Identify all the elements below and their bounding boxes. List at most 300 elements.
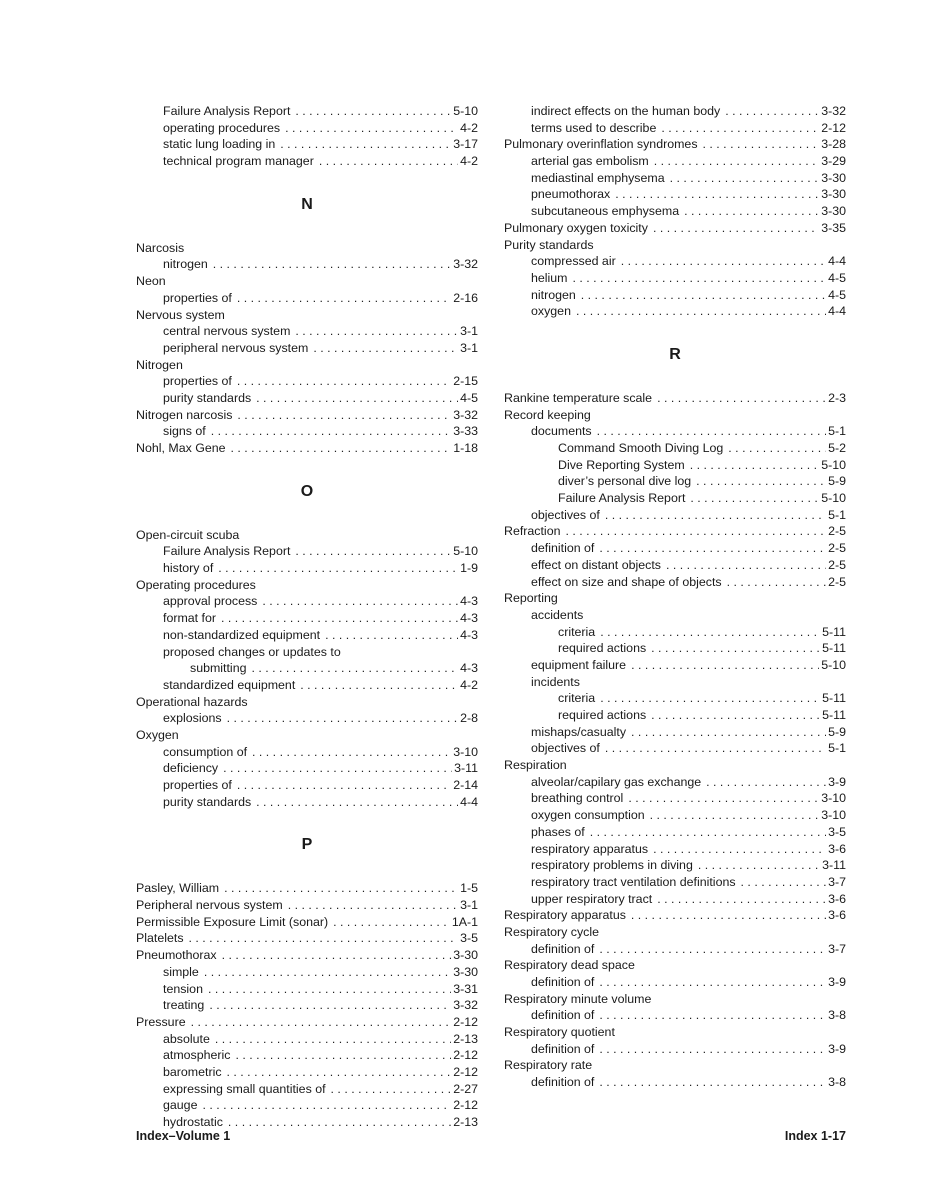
entry-label: objectives of — [531, 507, 600, 522]
index-entry — [504, 907, 846, 924]
entry-page-ref: 5-1 — [828, 507, 846, 522]
entry-page-ref: 5-9 — [828, 724, 846, 739]
index-entry — [136, 290, 478, 307]
index-entry — [136, 543, 478, 560]
dot-leader — [600, 624, 820, 641]
entry-label: properties of — [163, 778, 232, 792]
dot-leader — [331, 1081, 452, 1098]
entry-page-ref: 3-32 — [821, 104, 846, 118]
index-entry — [136, 357, 478, 374]
dot-leader — [252, 744, 451, 761]
dot-leader — [202, 1097, 451, 1114]
entry-page-ref: 3-32 — [453, 998, 478, 1013]
entry-label: atmospheric — [163, 1048, 231, 1063]
entry-page-ref: 3-29 — [821, 154, 846, 169]
index-entry — [136, 644, 478, 661]
entry-page-ref: 3-5 — [828, 824, 846, 839]
index-entry — [136, 930, 478, 947]
entry-label: non-standardized equipment — [163, 627, 321, 642]
entry-label: Permissible Exposure Limit (sonar) — [136, 914, 329, 929]
dot-leader — [653, 841, 826, 858]
entry-label: nitrogen — [531, 287, 576, 302]
index-entry — [136, 273, 478, 290]
entry-label: treating — [163, 998, 205, 1013]
entry-page-ref: 2-13 — [453, 1031, 478, 1046]
index-entry — [136, 760, 478, 777]
index-entry — [136, 120, 478, 137]
index-entry — [504, 807, 846, 824]
entry-page-ref: 2-12 — [453, 1098, 478, 1113]
entry-page-ref: 3-28 — [821, 137, 846, 152]
entry-label: Platelets — [136, 931, 184, 946]
entry-label: static lung loading in — [163, 137, 276, 152]
entry-page-ref: 5-9 — [828, 474, 846, 489]
index-entry — [136, 794, 478, 811]
entry-label: expressing small quantities of — [163, 1081, 326, 1096]
entry-label: Respiratory minute volume — [504, 991, 652, 1006]
entry-page-ref: 4-3 — [460, 611, 478, 626]
index-entry — [504, 457, 846, 474]
entry-label: required actions — [558, 708, 647, 722]
entry-page-ref: 2-3 — [828, 390, 846, 405]
entry-page-ref: 2-5 — [828, 574, 846, 589]
entry-label: subcutaneous emphysema — [531, 204, 680, 219]
entry-label: compressed air — [531, 254, 616, 269]
entry-label: Peripheral nervous system — [136, 898, 283, 913]
entry-page-ref: 4-2 — [460, 677, 478, 692]
dot-leader — [222, 947, 452, 964]
entry-label: Pneumothorax — [136, 948, 217, 963]
index-entry — [504, 824, 846, 841]
index-entry — [504, 407, 846, 424]
dot-leader — [224, 880, 458, 897]
entry-page-ref: 4-5 — [460, 390, 478, 405]
index-entry — [504, 740, 846, 757]
dot-leader — [237, 407, 451, 424]
index-entry — [504, 957, 846, 974]
index-entry — [136, 423, 478, 440]
index-entry — [136, 407, 478, 424]
entry-page-ref: 3-11 — [454, 761, 478, 776]
entry-page-ref: 3-6 — [828, 891, 846, 906]
entry-label: equipment failure — [531, 657, 627, 672]
entry-label: approval process — [163, 594, 258, 609]
dot-leader — [215, 1031, 451, 1048]
entry-page-ref: 1-18 — [453, 441, 478, 455]
dot-leader — [725, 103, 819, 120]
entry-page-ref: 3-9 — [828, 774, 846, 789]
index-entry — [136, 947, 478, 964]
entry-page-ref: 3-1 — [460, 898, 478, 913]
dot-leader — [599, 1074, 826, 1091]
entry-label: criteria — [558, 624, 596, 639]
entry-page-ref: 4-3 — [460, 661, 478, 676]
entry-label: criteria — [558, 691, 596, 706]
dot-leader — [333, 914, 450, 931]
index-entry — [504, 220, 846, 237]
entry-label: consumption of — [163, 744, 248, 759]
entry-page-ref: 3-5 — [460, 931, 478, 946]
entry-page-ref: 3-9 — [828, 1041, 846, 1056]
dot-leader — [666, 557, 826, 574]
entry-page-ref: 1-9 — [460, 561, 478, 576]
entry-label: respiratory apparatus — [531, 841, 649, 856]
entry-label: upper respiratory tract — [531, 891, 653, 906]
dot-leader — [654, 153, 819, 170]
entry-page-ref: 5-10 — [821, 491, 846, 506]
entry-label: oxygen — [531, 304, 571, 319]
index-entry — [504, 841, 846, 858]
entry-page-ref: 4-4 — [460, 794, 478, 809]
index-entry — [504, 287, 846, 304]
entry-label: phases of — [531, 824, 585, 839]
index-entry — [136, 103, 478, 120]
entry-label: Operating procedures — [136, 577, 256, 592]
entry-label: barometric — [163, 1064, 222, 1079]
index-entry — [136, 390, 478, 407]
entry-page-ref: 1-5 — [460, 881, 478, 896]
entry-label: Pulmonary oxygen toxicity — [504, 220, 648, 235]
entry-page-ref: 5-1 — [828, 424, 846, 439]
index-entry — [136, 340, 478, 357]
dot-leader — [209, 997, 451, 1014]
index-entry — [136, 914, 478, 931]
entry-label: effect on size and shape of objects — [531, 574, 722, 589]
entry-page-ref: 3-1 — [460, 340, 478, 355]
index-entry — [136, 1031, 478, 1048]
index-entry — [136, 256, 478, 273]
dot-leader — [280, 136, 451, 153]
index-entry — [504, 473, 846, 490]
section-heading-n: N — [301, 195, 313, 213]
entry-page-ref: 2-16 — [453, 290, 478, 305]
index-entry — [504, 170, 846, 187]
entry-label: respiratory tract ventilation definitions — [531, 874, 736, 889]
dot-leader — [690, 490, 819, 507]
dot-leader — [565, 523, 826, 540]
dot-leader — [262, 593, 458, 610]
index-entry — [504, 253, 846, 270]
index-entry — [504, 757, 846, 774]
index-entry — [136, 997, 478, 1014]
dot-leader — [599, 974, 826, 991]
entry-page-ref: 5-11 — [822, 691, 846, 706]
entry-label: purity standards — [163, 390, 252, 405]
index-entry — [504, 690, 846, 707]
entry-page-ref: 4-3 — [460, 594, 478, 609]
index-entry — [504, 640, 846, 657]
dot-leader — [237, 777, 451, 794]
dot-leader — [573, 270, 827, 287]
index-entry — [504, 557, 846, 574]
entry-label: hydrostatic — [163, 1115, 223, 1129]
dot-leader — [599, 941, 826, 958]
entry-label: Open-circuit scuba — [136, 527, 240, 542]
entry-label: respiratory problems in diving — [531, 858, 693, 873]
dot-leader — [189, 930, 459, 947]
entry-label: Neon — [136, 274, 166, 289]
entry-page-ref: 5-11 — [822, 708, 846, 722]
index-entry — [504, 237, 846, 254]
entry-label: definition of — [531, 975, 595, 989]
index-entry — [504, 590, 846, 607]
index-entry — [504, 674, 846, 691]
dot-leader — [706, 774, 826, 791]
index-entry — [504, 607, 846, 624]
entry-label: Purity standards — [504, 237, 594, 252]
entry-page-ref: 3-32 — [453, 257, 478, 272]
entry-label: Operational hazards — [136, 694, 248, 709]
dot-leader — [651, 640, 820, 657]
entry-page-ref: 3-8 — [828, 1008, 846, 1023]
dot-leader — [657, 390, 826, 407]
entry-label: nitrogen — [163, 257, 208, 272]
entry-label: mishaps/casualty — [531, 724, 627, 739]
entry-page-ref: 3-31 — [453, 981, 478, 996]
dot-leader — [237, 290, 451, 307]
dot-leader — [631, 657, 819, 674]
index-entry — [504, 857, 846, 874]
index-entry — [136, 897, 478, 914]
entry-page-ref: 2-12 — [453, 1048, 478, 1063]
entry-label: submitting — [190, 661, 247, 676]
entry-label: alveolar/capilary gas exchange — [531, 774, 702, 789]
dot-leader — [295, 543, 451, 560]
dot-leader — [227, 710, 459, 727]
dot-leader — [227, 1064, 452, 1081]
index-entry — [136, 627, 478, 644]
entry-label: diver’s personal dive log — [558, 474, 692, 489]
entry-page-ref: 3-11 — [822, 858, 846, 873]
entry-label: Command Smooth Diving Log — [558, 441, 724, 455]
index-entry — [504, 390, 846, 407]
index-entry — [136, 527, 478, 544]
dot-leader — [651, 707, 820, 724]
dot-leader — [576, 303, 826, 320]
entry-page-ref: 3-10 — [821, 808, 846, 823]
dot-leader — [650, 807, 820, 824]
entry-label: Pasley, William — [136, 881, 220, 896]
dot-leader — [600, 690, 820, 707]
index-entry — [136, 593, 478, 610]
dot-leader — [191, 1014, 452, 1031]
index-entry — [504, 303, 846, 320]
entry-label: arterial gas embolism — [531, 154, 649, 169]
dot-leader — [285, 120, 458, 137]
entry-page-ref: 5-11 — [822, 624, 846, 639]
entry-label: Respiratory rate — [504, 1058, 593, 1073]
dot-leader — [628, 790, 819, 807]
entry-page-ref: 5-10 — [821, 657, 846, 672]
entry-label: Respiration — [504, 758, 567, 773]
dot-leader — [295, 103, 451, 120]
entry-label: Nitrogen narcosis — [136, 407, 233, 422]
index-entry — [136, 710, 478, 727]
entry-page-ref: 5-10 — [821, 457, 846, 472]
entry-label: Narcosis — [136, 240, 185, 255]
entry-page-ref: 2-12 — [821, 120, 846, 135]
dot-leader — [741, 874, 827, 891]
entry-page-ref: 4-5 — [828, 287, 846, 302]
dot-leader — [698, 857, 820, 874]
entry-label: explosions — [163, 711, 222, 726]
index-entry — [504, 991, 846, 1008]
footer-page-number: Index 1-17 — [784, 1129, 846, 1143]
index-entry — [504, 186, 846, 203]
section-heading-p: P — [301, 836, 313, 854]
entry-label: definition of — [531, 541, 595, 556]
index-entry — [136, 307, 478, 324]
index-entry — [504, 540, 846, 557]
dot-leader — [223, 760, 452, 777]
entry-label: Respiratory apparatus — [504, 908, 626, 923]
index-entry — [504, 423, 846, 440]
entry-page-ref: 2-14 — [453, 778, 478, 792]
dot-leader — [288, 897, 458, 914]
index-entry — [504, 1024, 846, 1041]
entry-label: history of — [163, 561, 214, 576]
entry-label: oxygen consumption — [531, 808, 645, 823]
entry-label: Pulmonary overinflation syndromes — [504, 137, 698, 152]
dot-leader — [231, 440, 452, 457]
dot-leader — [251, 660, 458, 677]
index-entry — [504, 574, 846, 591]
entry-page-ref: 5-10 — [453, 104, 478, 118]
entry-label: objectives of — [531, 741, 600, 756]
index-entry — [504, 507, 846, 524]
entry-page-ref: 2-8 — [460, 711, 478, 726]
index-entry — [504, 891, 846, 908]
entry-label: Failure Analysis Report — [163, 104, 291, 118]
entry-label: Rankine temperature scale — [504, 390, 653, 405]
entry-page-ref: 4-3 — [460, 627, 478, 642]
entry-page-ref: 3-7 — [828, 874, 846, 889]
entry-label: absolute — [163, 1031, 210, 1046]
index-entry — [504, 1074, 846, 1091]
index-entry — [504, 203, 846, 220]
index-entry — [504, 153, 846, 170]
index-entry — [136, 560, 478, 577]
index-entry — [136, 981, 478, 998]
entry-page-ref: 5-1 — [828, 741, 846, 756]
index-entry — [504, 490, 846, 507]
dot-leader — [661, 120, 819, 137]
entry-page-ref: 3-7 — [828, 941, 846, 956]
index-entry — [504, 523, 846, 540]
dot-leader — [670, 170, 820, 187]
entry-page-ref: 3-1 — [460, 324, 478, 339]
entry-label: indirect effects on the human body — [531, 104, 721, 118]
dot-leader — [221, 610, 458, 627]
index-entry — [136, 694, 478, 711]
entry-label: Reporting — [504, 591, 558, 606]
entry-page-ref: 3-30 — [821, 204, 846, 219]
dot-leader — [313, 340, 458, 357]
index-entry — [504, 136, 846, 153]
section-heading-o: O — [300, 482, 314, 500]
dot-leader — [599, 1041, 826, 1058]
entry-page-ref: 4-4 — [828, 254, 846, 269]
entry-label: peripheral nervous system — [163, 340, 309, 355]
entry-page-ref: 3-33 — [453, 424, 478, 439]
index-entry — [504, 120, 846, 137]
entry-label: Pressure — [136, 1014, 186, 1029]
dot-leader — [599, 540, 826, 557]
entry-label: Refraction — [504, 524, 561, 539]
entry-page-ref: 3-6 — [828, 908, 846, 923]
entry-page-ref: 5-11 — [822, 641, 846, 656]
index-entry — [136, 660, 478, 677]
index-entry — [504, 790, 846, 807]
entry-label: Respiratory cycle — [504, 924, 600, 939]
index-entry — [504, 440, 846, 457]
entry-page-ref: 3-17 — [453, 137, 478, 152]
dot-leader — [319, 153, 458, 170]
index-entry — [136, 744, 478, 761]
entry-label: gauge — [163, 1098, 198, 1113]
index-entry — [136, 1064, 478, 1081]
entry-page-ref: 3-10 — [453, 744, 478, 759]
index-entry — [136, 1014, 478, 1031]
dot-leader — [597, 423, 826, 440]
entry-label: deficiency — [163, 761, 219, 776]
footer-volume-label: Index–Volume 1 — [136, 1129, 231, 1143]
dot-leader — [256, 390, 458, 407]
index-entry — [504, 270, 846, 287]
dot-leader — [631, 907, 826, 924]
entry-label: Failure Analysis Report — [163, 544, 291, 559]
index-entry — [504, 657, 846, 674]
index-entry — [136, 440, 478, 457]
entry-page-ref: 5-2 — [828, 441, 846, 455]
index-entry — [504, 103, 846, 120]
dot-leader — [621, 253, 826, 270]
index-entry — [504, 1057, 846, 1074]
entry-page-ref: 2-15 — [453, 374, 478, 389]
entry-page-ref: 4-2 — [460, 120, 478, 135]
dot-leader — [653, 220, 819, 237]
entry-label: properties of — [163, 290, 232, 305]
entry-page-ref: 2-12 — [453, 1064, 478, 1079]
index-entry — [504, 774, 846, 791]
entry-label: Failure Analysis Report — [558, 491, 686, 506]
entry-label: Record keeping — [504, 407, 591, 422]
entry-label: central nervous system — [163, 324, 291, 339]
index-entry — [136, 880, 478, 897]
entry-page-ref: 2-5 — [828, 541, 846, 556]
entry-label: documents — [531, 424, 592, 439]
index-entry — [504, 874, 846, 891]
entry-page-ref: 3-30 — [821, 187, 846, 202]
entry-label: accidents — [531, 607, 584, 622]
entry-label: definition of — [531, 941, 595, 956]
entry-label: definition of — [531, 1008, 595, 1023]
index-entry — [136, 677, 478, 694]
entry-page-ref: 3-9 — [828, 975, 846, 989]
entry-label: incidents — [531, 674, 580, 689]
entry-page-ref: 3-32 — [453, 407, 478, 422]
entry-label: Dive Reporting System — [558, 457, 685, 472]
entry-page-ref: 1A-1 — [451, 914, 478, 929]
entry-page-ref: 2-5 — [828, 557, 846, 572]
dot-leader — [256, 794, 458, 811]
entry-label: definition of — [531, 1075, 595, 1090]
index-entry — [136, 964, 478, 981]
index-entry — [504, 624, 846, 641]
index-entry — [136, 1081, 478, 1098]
entry-label: effect on distant objects — [531, 557, 661, 572]
dot-leader — [599, 1007, 826, 1024]
